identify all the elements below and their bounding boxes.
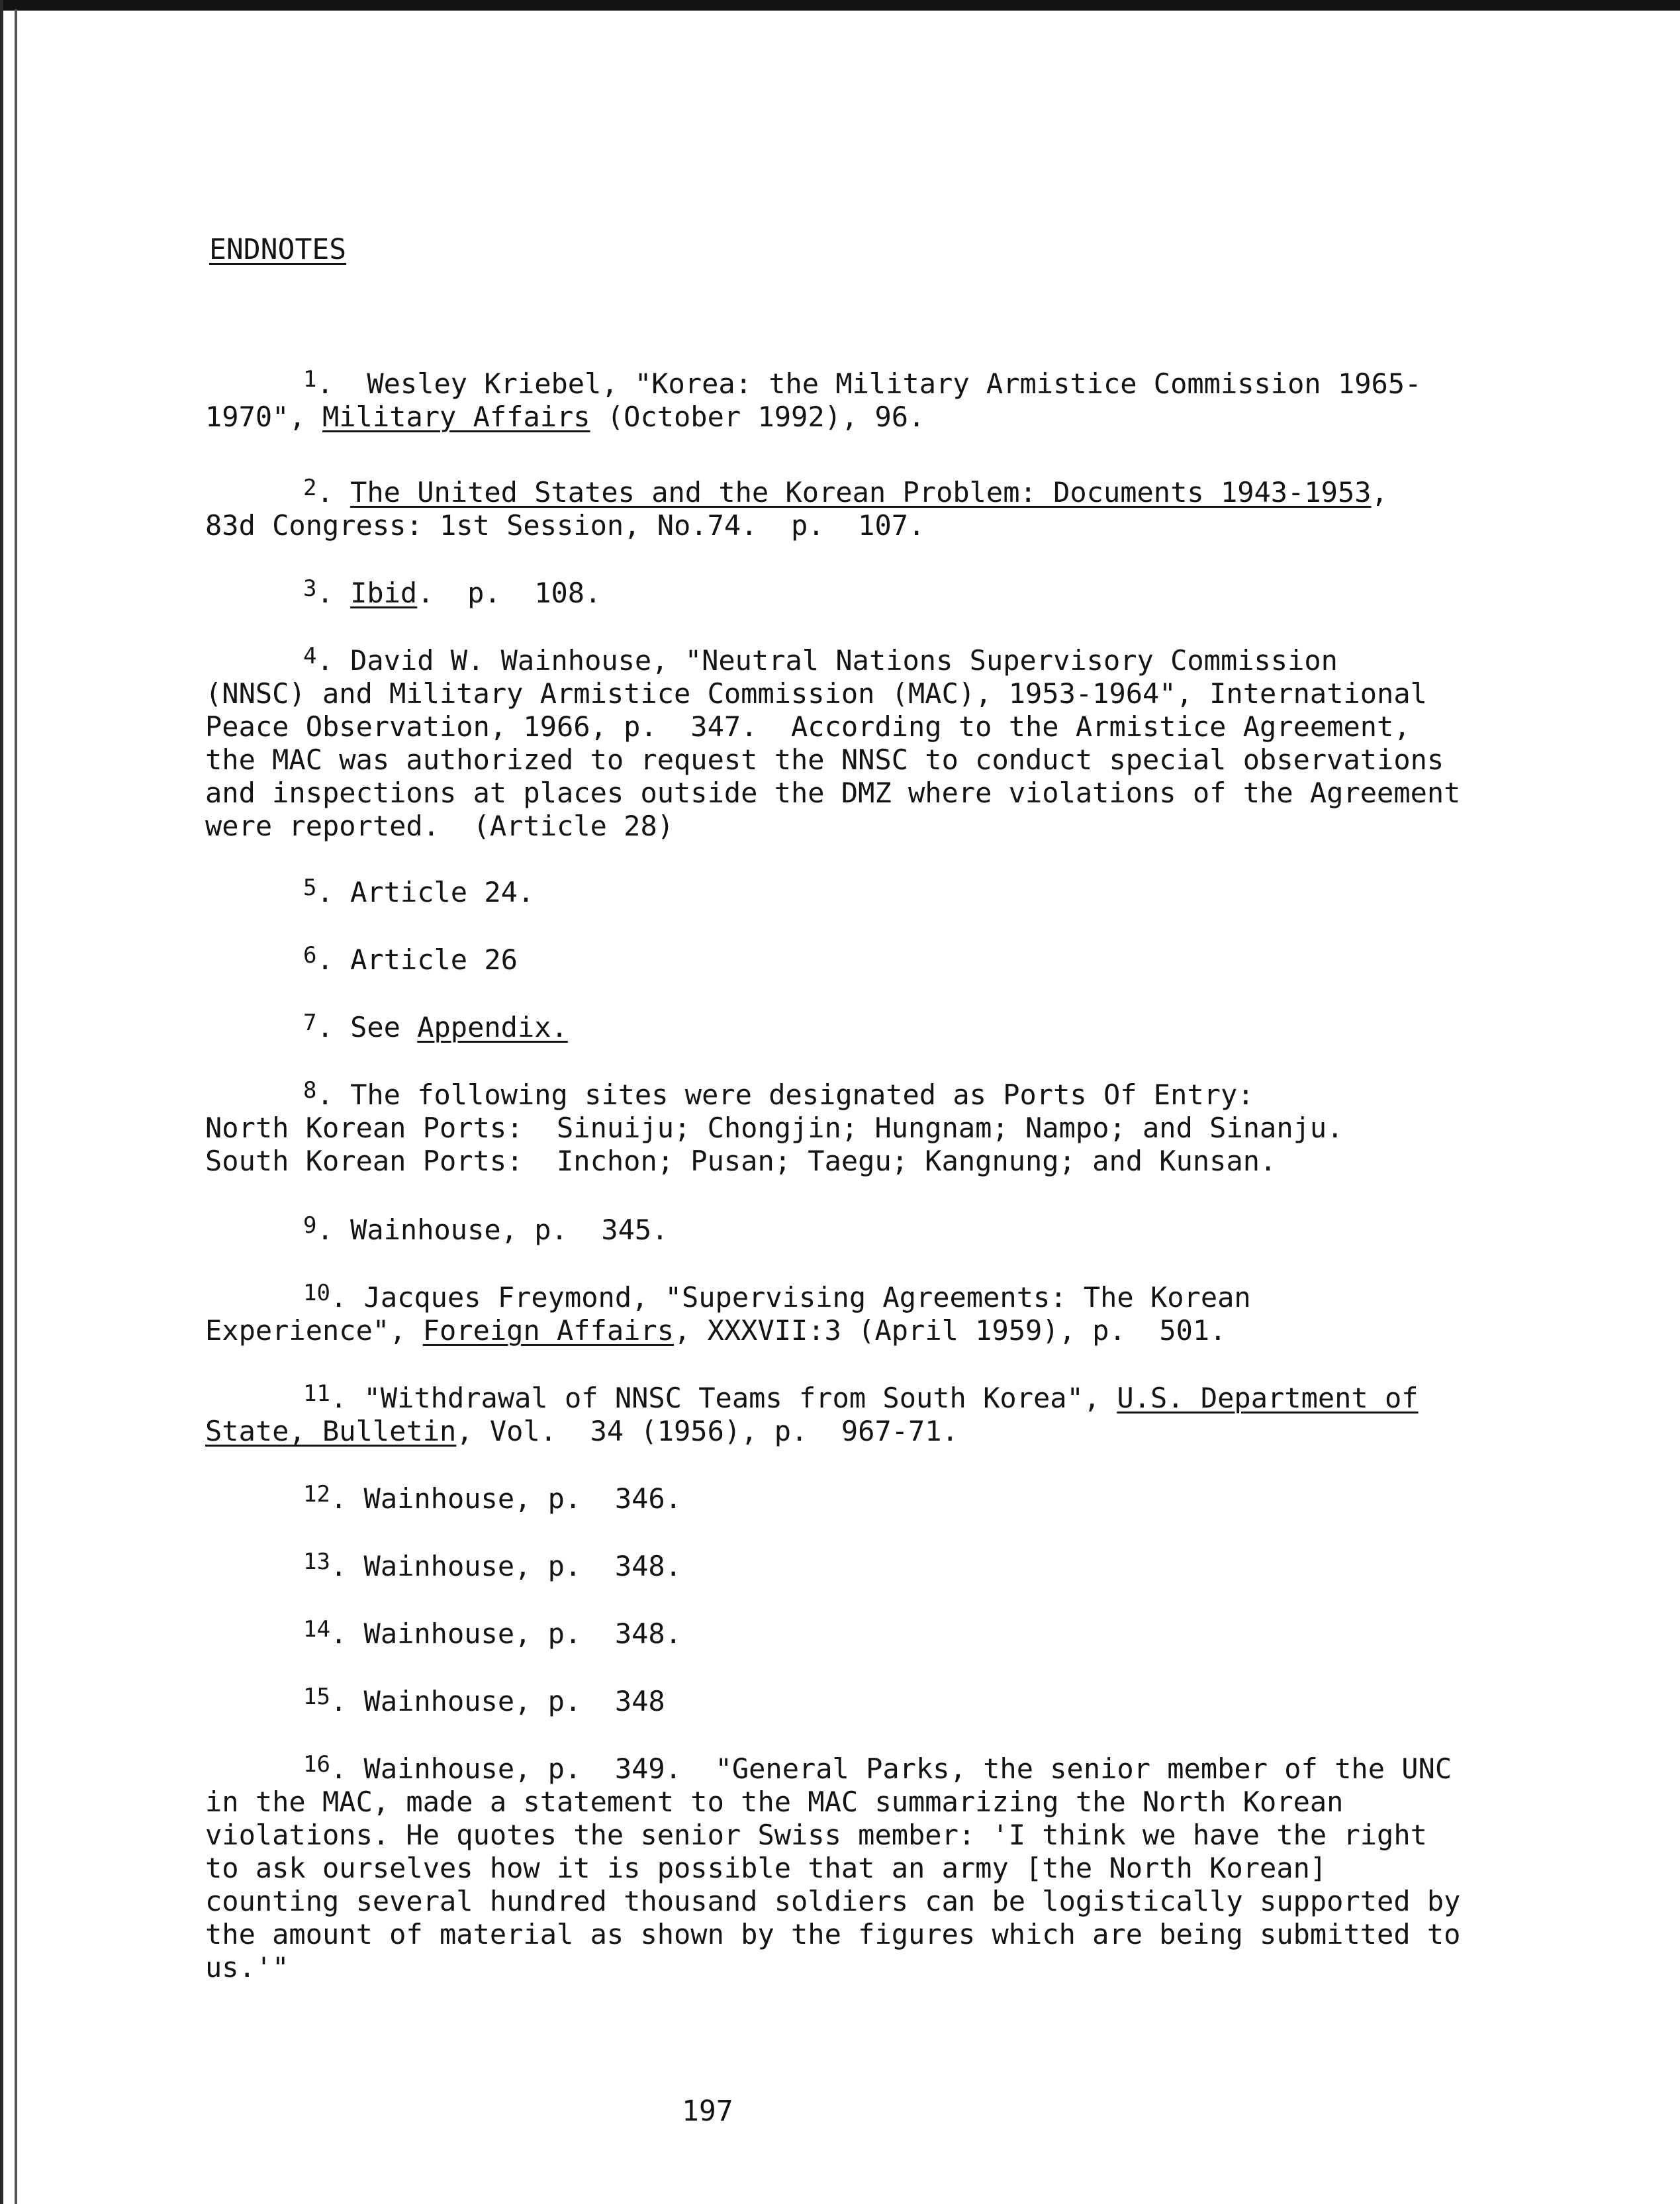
endnote-number: 1 xyxy=(303,366,317,393)
endnote-6 xyxy=(205,939,518,977)
endnote-12-line-1: $^{12}$. Wainhouse, p. 346. xyxy=(303,1481,682,1515)
endnote-text: Wesley Kriebel, "Korea: the Military Armistice Commission 1965- xyxy=(350,367,1422,400)
endnote-text: See xyxy=(333,1011,418,1043)
endnote-16 xyxy=(205,1748,1460,1984)
endnote-2 xyxy=(205,471,1388,542)
endnote-5-line-1: $^5$. Article 24. xyxy=(303,875,535,908)
endnote-number: 8 xyxy=(303,1077,317,1104)
endnote-text: Wainhouse, p. 348. xyxy=(347,1550,682,1582)
endnote-number: 3 xyxy=(303,575,317,602)
endnote-number: 15 xyxy=(303,1684,330,1710)
endnote-citation: U.S. Department of xyxy=(1117,1382,1419,1414)
page-heading: ENDNOTES xyxy=(209,233,347,266)
endnote-text: David W. Wainhouse, "Neutral Nations Supervisory Commission xyxy=(333,644,1338,677)
endnote-8 xyxy=(205,1074,1343,1178)
endnote-16-line-4: to ask ourselves how it is possible that an army [the North Korean] xyxy=(205,1852,1327,1884)
endnote-text: Wainhouse, p. 348 xyxy=(347,1685,665,1717)
endnote-10-line-2 xyxy=(205,1314,1251,1347)
endnote-number: 9 xyxy=(303,1212,317,1239)
endnote-2-line-2: 83d Congress: 1st Session, No.74. p. 107. xyxy=(205,509,925,542)
endnote-13 xyxy=(205,1545,682,1583)
endnote-number: 13 xyxy=(303,1549,330,1575)
endnote-text: Article 26 xyxy=(333,943,518,976)
endnote-10 xyxy=(205,1276,1251,1347)
endnote-5 xyxy=(205,871,534,909)
endnote-6-line-1: $^6$. Article 26 xyxy=(303,942,518,976)
left-scan-border xyxy=(0,0,3,2204)
endnote-text: . p. 108. xyxy=(417,577,602,609)
endnote-number: 16 xyxy=(303,1751,330,1778)
endnote-7 xyxy=(205,1006,568,1044)
endnote-4-line-3: Peace Observation, 1966, p. 347. According to the Armistice Agreement, xyxy=(205,710,1411,743)
endnote-text: (October 1992), 96. xyxy=(590,401,925,433)
endnote-10-line-1: $^{10}$. Jacques Freymond, "Supervising Agreements: The Korean xyxy=(303,1280,1251,1314)
endnote-number: 4 xyxy=(303,643,317,669)
endnote-15-line-1: $^{15}$. Wainhouse, p. 348 xyxy=(303,1684,665,1717)
endnote-text: , xyxy=(1371,476,1388,508)
endnote-14-line-1: $^{14}$. Wainhouse, p. 348. xyxy=(303,1616,682,1650)
endnote-3 xyxy=(205,572,601,610)
endnote-15 xyxy=(205,1680,665,1718)
endnote-11 xyxy=(205,1377,1419,1448)
endnote-16-line-2: in the MAC, made a statement to the MAC summarizing the North Korean xyxy=(205,1786,1344,1818)
endnote-8-line-2: North Korean Ports: Sinuiju; Chongjin; Hungnam; Nampo; and Sinanju. xyxy=(205,1112,1344,1144)
endnote-13-line-1: $^{13}$. Wainhouse, p. 348. xyxy=(303,1549,682,1582)
endnote-citation: Foreign Affairs xyxy=(422,1314,675,1347)
endnote-3-line-1: $^3$. Ibid. p. 108. xyxy=(303,575,602,609)
endnote-text: Wainhouse, p. 349. "General Parks, the senior member of the UNC xyxy=(347,1752,1452,1785)
endnote-2-line-1: $^2$. The United States and the Korean Problem: Documents 1943-1953, xyxy=(303,475,1388,508)
endnote-text: Wainhouse, p. 345. xyxy=(333,1214,669,1246)
endnote-text: Jacques Freymond, "Supervising Agreements: The Korean xyxy=(347,1281,1251,1314)
endnote-9-line-1: $^9$. Wainhouse, p. 345. xyxy=(303,1212,669,1246)
endnote-citation: The United States and the Korean Problem: Documents 1943-1953 xyxy=(350,476,1372,508)
endnote-text: Experience", xyxy=(205,1314,423,1347)
endnote-9 xyxy=(205,1209,669,1247)
left-scan-border-inner xyxy=(15,9,17,2204)
endnote-1-line-2 xyxy=(205,401,1421,434)
endnote-citation: State, Bulletin xyxy=(205,1415,457,1447)
endnote-number: 10 xyxy=(303,1280,330,1306)
top-scan-border xyxy=(0,0,1680,11)
endnote-number: 7 xyxy=(303,1010,317,1036)
endnote-text: The following sites were designated as Ports Of Entry: xyxy=(333,1078,1254,1111)
endnote-number: 12 xyxy=(303,1481,330,1508)
endnote-4-line-1: $^4$. David W. Wainhouse, "Neutral Nations Supervisory Commission xyxy=(303,643,1338,677)
endnote-text: 1970", xyxy=(205,401,323,433)
endnote-4 xyxy=(205,640,1460,843)
endnote-citation: Military Affairs xyxy=(322,401,590,433)
endnote-number: 6 xyxy=(303,942,317,969)
endnote-citation: Appendix. xyxy=(417,1011,568,1043)
endnote-16-line-1: $^{16}$. Wainhouse, p. 349. "General Parks, the senior member of the UNC xyxy=(303,1751,1452,1785)
endnote-1-line-1: $^1$. Wesley Kriebel, "Korea: the Military Armistice Commission 1965- xyxy=(303,366,1422,400)
endnote-16-line-6: the amount of material as shown by the figures which are being submitted to xyxy=(205,1918,1461,1950)
endnote-number: 11 xyxy=(303,1380,330,1407)
endnote-12 xyxy=(205,1478,682,1515)
endnote-16-line-5: counting several hundred thousand soldiers can be logistically supported by xyxy=(205,1885,1461,1917)
endnote-16-line-7: us.'" xyxy=(205,1951,289,1984)
endnote-text: Wainhouse, p. 346. xyxy=(347,1482,682,1515)
endnote-1 xyxy=(205,363,1421,434)
endnote-text: Wainhouse, p. 348. xyxy=(347,1617,682,1650)
endnote-11-line-1: $^{11}$. "Withdrawal of NNSC Teams from South Korea", U.S. Department of xyxy=(303,1380,1419,1414)
endnote-text: Article 24. xyxy=(333,876,535,908)
endnote-8-line-1: $^8$. The following sites were designated as Ports Of Entry: xyxy=(303,1077,1254,1111)
endnote-number: 5 xyxy=(303,875,317,901)
endnote-4-line-6: were reported. (Article 28) xyxy=(205,810,675,842)
endnote-4-line-4: the MAC was authorized to request the NNSC to conduct special observations xyxy=(205,743,1444,776)
endnote-4-line-2: (NNSC) and Military Armistice Commission (MAC), 1953-1964", International xyxy=(205,677,1427,710)
endnote-text: , Vol. 34 (1956), p. 967-71. xyxy=(456,1415,958,1447)
page-number: 197 xyxy=(682,2095,733,2128)
endnote-number: 2 xyxy=(303,475,317,501)
endnote-number: 14 xyxy=(303,1616,330,1643)
endnote-8-line-3: South Korean Ports: Inchon; Pusan; Taegu; Kangnung; and Kunsan. xyxy=(205,1145,1277,1177)
endnote-14 xyxy=(205,1613,682,1651)
endnote-text: "Withdrawal of NNSC Teams from South Korea", xyxy=(347,1382,1117,1414)
endnote-11-line-2 xyxy=(205,1415,1419,1448)
endnote-text: , XXXVII:3 (April 1959), p. 501. xyxy=(674,1314,1227,1347)
endnote-7-line-1: $^7$. See Appendix. xyxy=(303,1010,568,1043)
endnote-4-line-5: and inspections at places outside the DMZ where violations of the Agreement xyxy=(205,777,1461,809)
endnote-16-line-3: violations. He quotes the senior Swiss member: 'I think we have the right xyxy=(205,1819,1427,1851)
endnote-citation: Ibid xyxy=(350,577,418,609)
